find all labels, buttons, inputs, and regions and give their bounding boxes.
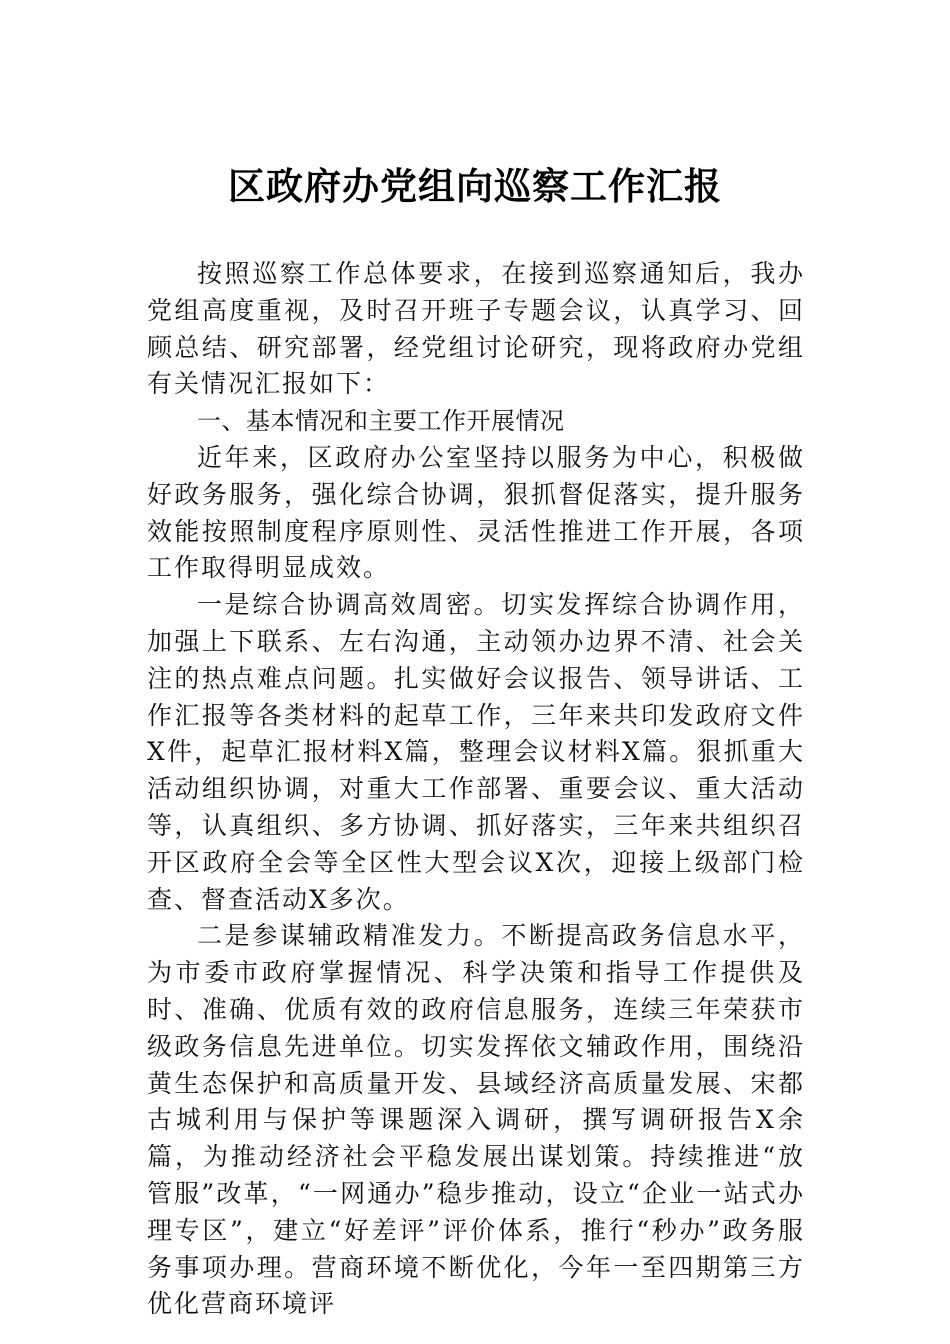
body-paragraph: 一是综合协调高效周密。切实发挥综合协调作用，加强上下联系、左右沟通，主动领办边界不清、社会关注的热点难点问题。扎实做好会议报告、领导讲话、工作汇报等各类材料的起草工作，三年来共印发政府文件X件，起草汇报材料X篇，整理会议材料X篇。狠抓重大活动组织协调，对重大工作部署、重要会议、重大活动等，认真组织、多方协调、抓好落实，三年来共组织召开区政府全会等全区性大型会议X次，迎接上级部门检查、督查活动X多次。 [147,590,805,914]
section-heading: 一、基本情况和主要工作开展情况 [197,407,565,436]
document-body [147,256,805,1323]
document-title: 区政府办党组向巡察工作汇报 [228,164,722,208]
intro-paragraph: 按照巡察工作总体要求，在接到巡察通知后，我办党组高度重视，及时召开班子专题会议，认真学习、回顾总结、研究部署，经党组讨论研究，现将政府办党组有关情况汇报如下： [147,259,805,399]
body-paragraph: 二是参谋辅政精准发力。不断提高政务信息水平，为市委市政府掌握情况、科学决策和指导工作提供及时、准确、优质有效的政府信息服务，连续三年荣获市级政务信息先进单位。切实发挥依文辅政作用，围绕沿黄生态保护和高质量开发、县域经济高质量发展、宋都古城利用与保护等课题深入调研，撰写调研报告X余篇，为推动经济社会平稳发展出谋划策。持续推进“放管服”改革，“一网通办”稳步推动，设立“企业一站式办理专区”，建立“好差评”评价体系，推行“秒办”政务服务事项办理。营商环境不断优化，今年一至四期第三方优化营商环境评 [147,921,805,1319]
body-paragraph: 近年来，区政府办公室坚持以服务为中心，积极做好政务服务，强化综合协调，狠抓督促落实，提升服务效能按照制度程序原则性、灵活性推进工作开展，各项工作取得明显成效。 [147,442,805,583]
